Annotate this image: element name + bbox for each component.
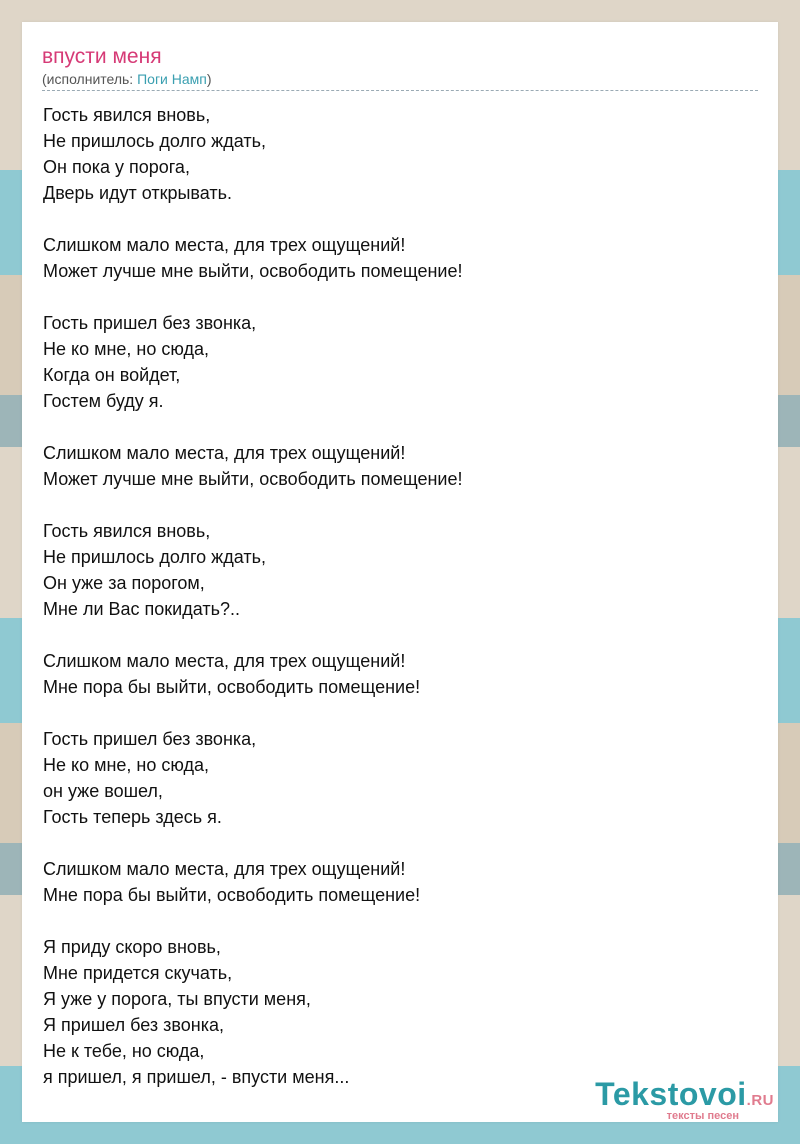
lyrics-line: Гость пришел без звонка,	[43, 729, 257, 749]
lyrics-line: Слишком мало места, для трех ощущений!	[43, 235, 406, 255]
artist-prefix: (исполнитель:	[42, 71, 138, 87]
lyrics-line: Дверь идут открывать.	[43, 183, 233, 203]
lyrics-line: Мне пора бы выйти, освободить помещение!	[43, 885, 421, 905]
lyrics-line: Может лучше мне выйти, освободить помещение!	[43, 469, 463, 489]
lyrics-line: я пришел, я пришел, - впусти меня...	[43, 1067, 350, 1087]
lyrics-stanza	[43, 856, 759, 908]
lyrics-stanza	[43, 102, 759, 206]
artist-link[interactable]: Поги Намп	[137, 71, 207, 87]
lyrics-line: Гостем буду я.	[43, 391, 164, 411]
lyrics-line: Гость явился вновь,	[43, 105, 211, 125]
song-header	[42, 44, 758, 91]
lyrics-card	[22, 22, 778, 1122]
lyrics-line: Слишком мало места, для трех ощущений!	[43, 443, 406, 463]
logo-tld: .RU	[746, 1092, 774, 1109]
lyrics-stanza	[43, 440, 759, 492]
lyrics-stanza	[43, 934, 759, 1090]
lyrics-line: Я уже у порога, ты впусти меня,	[43, 989, 311, 1009]
lyrics-line: Когда он войдет,	[43, 365, 181, 385]
lyrics-line: Не ко мне, но сюда,	[43, 339, 209, 359]
artist-suffix: )	[206, 71, 212, 87]
logo-name: Tekstovoi	[595, 1076, 747, 1112]
logo-tagline: тексты песен	[666, 1110, 739, 1122]
lyrics-stanza	[43, 232, 759, 284]
song-title: впусти меня	[42, 45, 162, 68]
lyrics-stanza	[43, 648, 759, 700]
lyrics-line: Я приду скоро вновь,	[43, 937, 221, 957]
lyrics-stanza	[43, 726, 759, 830]
artist-line	[42, 70, 758, 91]
lyrics-line: Не к тебе, но сюда,	[43, 1041, 205, 1061]
lyrics-line: Он уже за порогом,	[43, 573, 205, 593]
lyrics-line: Мне придется скучать,	[43, 963, 233, 983]
lyrics-line: Может лучше мне выйти, освободить помещение!	[43, 261, 463, 281]
lyrics-line: Он пока у порога,	[43, 157, 190, 177]
lyrics-line: Мне пора бы выйти, освободить помещение!	[43, 677, 421, 697]
lyrics-text	[43, 102, 759, 1116]
lyrics-line: Не пришлось долго ждать,	[43, 547, 266, 567]
lyrics-line: Мне ли Вас покидать?..	[43, 599, 240, 619]
lyrics-line: Гость теперь здесь я.	[43, 807, 222, 827]
lyrics-line: Гость пришел без звонка,	[43, 313, 257, 333]
lyrics-line: Слишком мало места, для трех ощущений!	[43, 859, 406, 879]
lyrics-line: Слишком мало места, для трех ощущений!	[43, 651, 406, 671]
lyrics-line: Я пришел без звонка,	[43, 1015, 224, 1035]
lyrics-line: Не пришлось долго ждать,	[43, 131, 266, 151]
lyrics-stanza	[43, 518, 759, 622]
lyrics-stanza	[43, 310, 759, 414]
lyrics-line: Гость явился вновь,	[43, 521, 211, 541]
site-logo[interactable]	[569, 1077, 774, 1125]
lyrics-line: Не ко мне, но сюда,	[43, 755, 209, 775]
lyrics-line: он уже вошел,	[43, 781, 163, 801]
